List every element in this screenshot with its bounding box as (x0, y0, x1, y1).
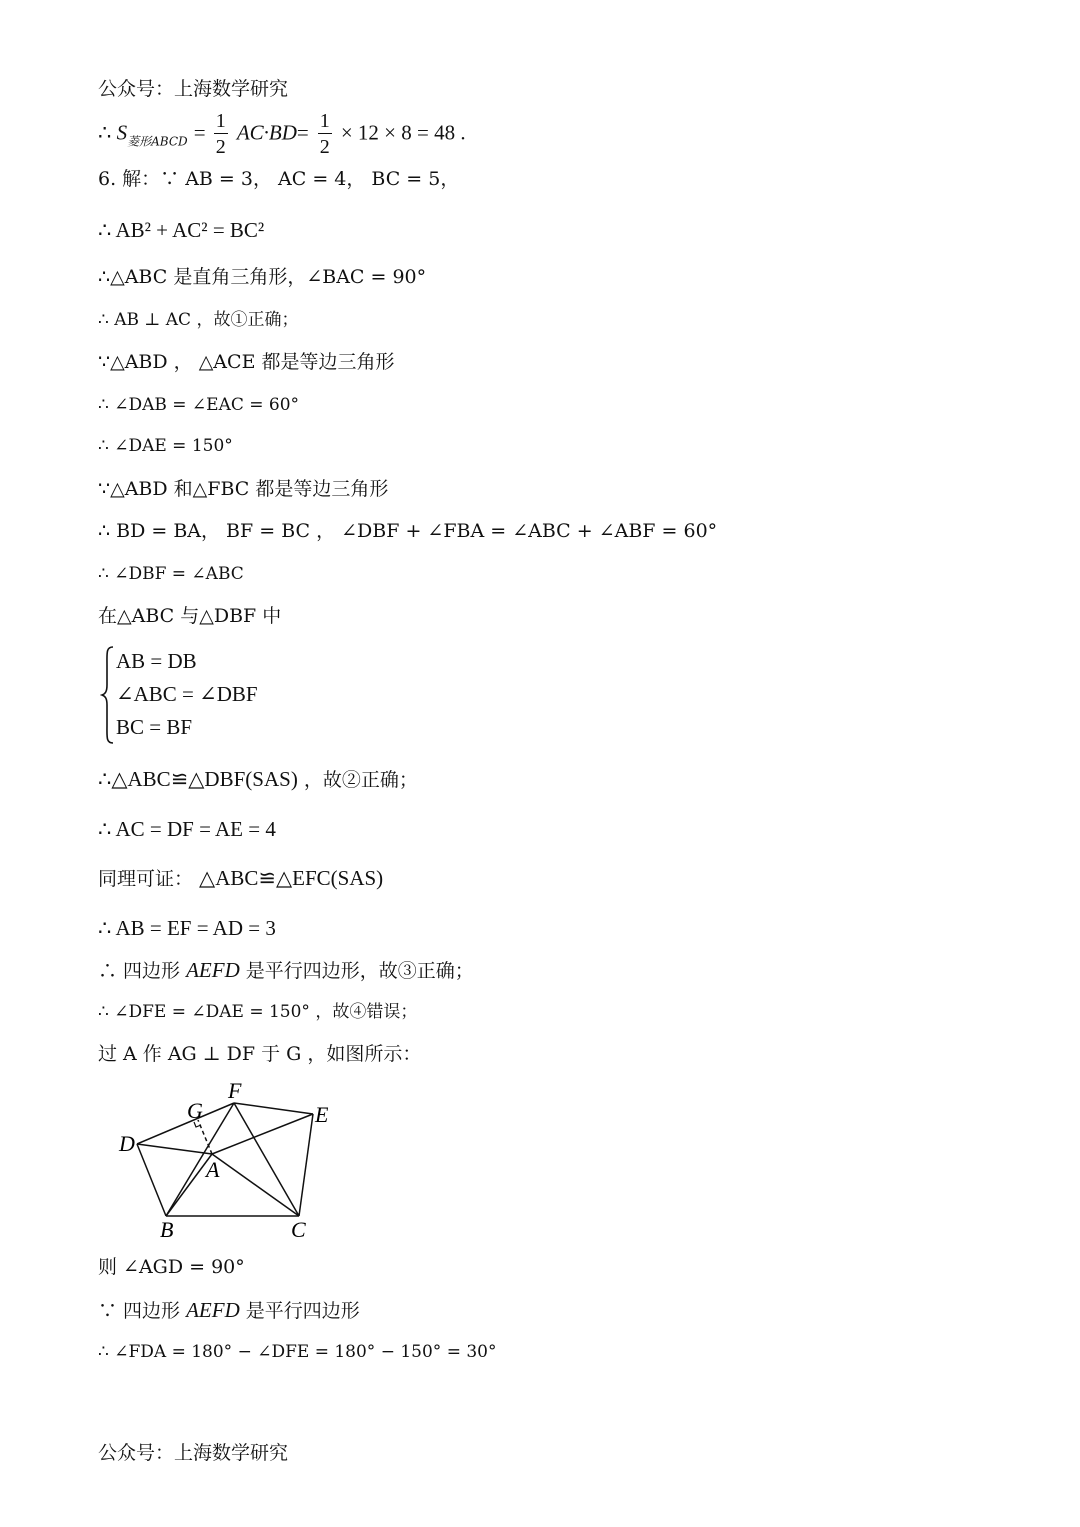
line-congruent (98, 769, 418, 790)
line-lengths-3: ∴ AB = EF = AD = 3 (98, 916, 276, 940)
line-conclusion-1: ∴ AB ⊥ AC ，故①正确； (98, 310, 299, 330)
edge-DF (137, 1103, 234, 1144)
line-solution-given: 6. 解：∵ AB = 3， AC = 4， BC = 5， (98, 168, 460, 190)
edge-AC (212, 1154, 299, 1216)
system-eq-3: BC = BF (116, 715, 193, 739)
parallelogram-suffix: 是平行四边形，故③正确； (239, 960, 474, 982)
line-conclusion-4: ∴ ∠DFE = ∠DAE = 150° ，故④错误； (98, 1002, 418, 1022)
fraction-half-1: $\frac{1}{2}$ (215, 110, 226, 158)
system-eq-2: ∠ABC = ∠DBF (116, 682, 258, 706)
similarly-label: 同理可证： (98, 868, 200, 890)
line-lengths-4: ∴ AC = DF = AE = 4 (98, 817, 276, 841)
congruence-statement-2: △ABC≌△EFC (199, 866, 331, 890)
line-similarly (98, 868, 383, 889)
line-angle-30: ∴ ∠FDA = 180° − ∠DFE = 180° − 150° = 30° (98, 1342, 497, 1362)
label-D: D (119, 1131, 135, 1156)
line-equilateral-1: ∵△ABD ， △ACE 都是等边三角形 (98, 351, 395, 373)
system-eq-1: AB = DB (116, 649, 197, 673)
line-construct: 过 A 作 AG ⊥ DF 于 G ，如图所示： (98, 1043, 422, 1065)
quad-name: AEFD (186, 958, 240, 982)
line-angle-150: ∴ ∠DAE = 150° (98, 436, 233, 456)
line-parallelogram (98, 960, 474, 981)
line-angle-equal: ∴ ∠DBF = ∠ABC (98, 564, 244, 584)
line-pythagoras: ∴ AB² + AC² = BC² (98, 218, 265, 242)
edge-DA (137, 1144, 212, 1154)
label-C: C (291, 1217, 306, 1242)
fraction-half-2: $\frac{1}{2}$ (319, 110, 330, 158)
label-E: E (315, 1102, 329, 1127)
line-in-triangles: 在△ABC 与△DBF 中 (98, 605, 282, 627)
label-B: B (160, 1217, 174, 1242)
parallelogram2-suffix: 是平行四边形 (239, 1300, 360, 1322)
line-area-formula: ∴ $S_{菱形ABCD}$ = $\frac{1}{2}$ AC·BD= $\frac{1}{2}$ × 12 × 8 = 48 . (98, 110, 466, 158)
label-F: F (228, 1078, 242, 1103)
parallelogram-prefix: ∴ 四边形 (98, 960, 187, 982)
line-sides-equal: ∴ BD = BA， BF = BC ， ∠DBF + ∠FBA = ∠ABC + ∠ABF = 60° (98, 520, 718, 542)
footer-text: 公众号：上海数学研究 (98, 1442, 289, 1464)
edge-EC (299, 1114, 313, 1216)
line-equilateral-2: ∵△ABD 和△FBC 都是等边三角形 (98, 478, 389, 500)
parallelogram2-prefix: ∵ 四边形 (98, 1300, 187, 1322)
conclusion-2: ，故②正确； (297, 769, 418, 791)
label-A: A (206, 1157, 220, 1182)
geometry-figure (110, 1078, 350, 1243)
line-angle-60: ∴ ∠DAB = ∠EAC = 60° (98, 395, 300, 415)
line-angle-agd: 则 ∠AGD = 90° (98, 1256, 245, 1278)
sas-tag: (SAS) (245, 767, 298, 791)
header-text: 公众号：上海数学研究 (98, 78, 289, 100)
sas-tag-2: (SAS) (330, 866, 384, 890)
edge-FC (234, 1103, 299, 1216)
edge-AE (212, 1114, 313, 1154)
left-brace-icon (100, 645, 116, 745)
edge-BD (137, 1144, 166, 1216)
line-parallelogram-2 (98, 1300, 360, 1321)
congruence-statement: ∴△ABC≌△DBF (98, 767, 246, 791)
line-right-triangle: ∴△ABC 是直角三角形，∠BAC = 90° (98, 266, 427, 288)
quad-name-2: AEFD (186, 1298, 240, 1322)
label-G: G (187, 1098, 203, 1123)
edge-FE (234, 1103, 313, 1114)
